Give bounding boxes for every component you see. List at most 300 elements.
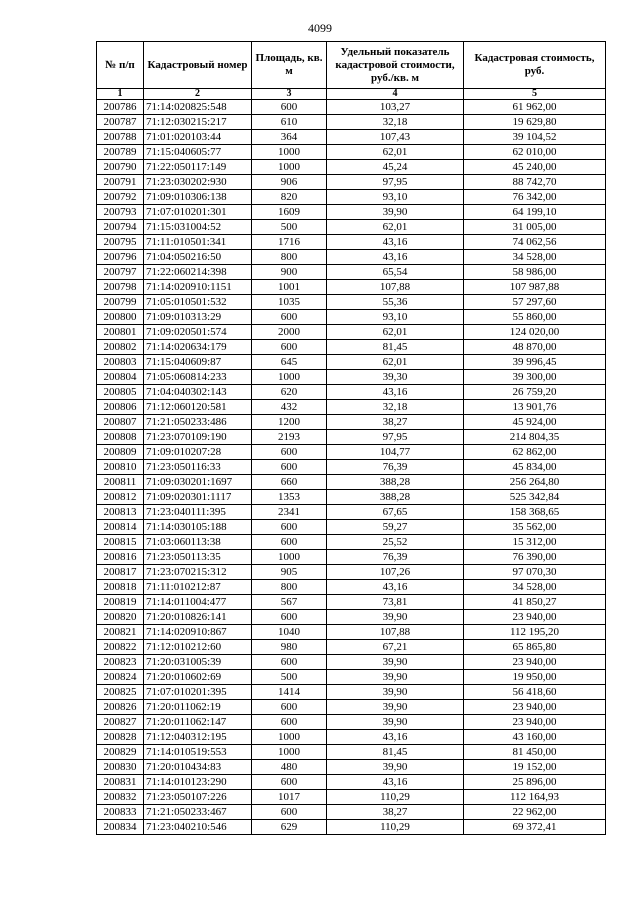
cadastral-cost-cell: 13 901,76 bbox=[464, 400, 606, 415]
area-cell: 480 bbox=[252, 760, 327, 775]
row-number-cell: 200832 bbox=[97, 790, 144, 805]
area-cell: 1035 bbox=[252, 295, 327, 310]
cadastral-cost-cell: 65 865,80 bbox=[464, 640, 606, 655]
row-number-cell: 200792 bbox=[97, 190, 144, 205]
specific-value-cell: 62,01 bbox=[327, 325, 464, 340]
row-number-cell: 200807 bbox=[97, 415, 144, 430]
table-row bbox=[97, 760, 606, 775]
area-cell: 610 bbox=[252, 115, 327, 130]
area-cell: 500 bbox=[252, 220, 327, 235]
cadastral-number-cell: 71:14:010519:553 bbox=[144, 745, 252, 760]
cadastral-number-cell: 71:23:070215:312 bbox=[144, 565, 252, 580]
table-row bbox=[97, 670, 606, 685]
table-row bbox=[97, 700, 606, 715]
cadastral-cost-cell: 107 987,88 bbox=[464, 280, 606, 295]
cadastral-cost-cell: 214 804,35 bbox=[464, 430, 606, 445]
area-cell: 600 bbox=[252, 775, 327, 790]
table-row bbox=[97, 415, 606, 430]
row-number-cell: 200825 bbox=[97, 685, 144, 700]
area-cell: 905 bbox=[252, 565, 327, 580]
table-row bbox=[97, 280, 606, 295]
specific-value-cell: 107,43 bbox=[327, 130, 464, 145]
table-row bbox=[97, 340, 606, 355]
table-row bbox=[97, 430, 606, 445]
area-cell: 980 bbox=[252, 640, 327, 655]
area-cell: 2341 bbox=[252, 505, 327, 520]
table-row bbox=[97, 460, 606, 475]
area-cell: 600 bbox=[252, 445, 327, 460]
row-number-cell: 200793 bbox=[97, 205, 144, 220]
cadastral-cost-cell: 57 297,60 bbox=[464, 295, 606, 310]
cadastral-number-cell: 71:03:060113:38 bbox=[144, 535, 252, 550]
header-specific-value: Удельный показатель кадастровой стоимости, руб./кв. м bbox=[327, 42, 464, 89]
cadastral-number-cell: 71:04:050216:50 bbox=[144, 250, 252, 265]
row-number-cell: 200805 bbox=[97, 385, 144, 400]
area-cell: 1200 bbox=[252, 415, 327, 430]
area-cell: 432 bbox=[252, 400, 327, 415]
cadastral-number-cell: 71:20:031005:39 bbox=[144, 655, 252, 670]
cadastral-cost-cell: 62 862,00 bbox=[464, 445, 606, 460]
cadastral-cost-cell: 69 372,41 bbox=[464, 820, 606, 835]
row-number-cell: 200804 bbox=[97, 370, 144, 385]
table-row bbox=[97, 160, 606, 175]
specific-value-cell: 39,90 bbox=[327, 670, 464, 685]
table-row bbox=[97, 100, 606, 115]
cadastral-number-cell: 71:07:010201:301 bbox=[144, 205, 252, 220]
row-number-cell: 200800 bbox=[97, 310, 144, 325]
specific-value-cell: 45,24 bbox=[327, 160, 464, 175]
table-row bbox=[97, 535, 606, 550]
cadastral-cost-cell: 81 450,00 bbox=[464, 745, 606, 760]
table-row bbox=[97, 730, 606, 745]
area-cell: 2193 bbox=[252, 430, 327, 445]
cadastral-cost-cell: 34 528,00 bbox=[464, 250, 606, 265]
area-cell: 800 bbox=[252, 250, 327, 265]
specific-value-cell: 107,88 bbox=[327, 280, 464, 295]
specific-value-cell: 110,29 bbox=[327, 790, 464, 805]
table-row bbox=[97, 775, 606, 790]
specific-value-cell: 39,30 bbox=[327, 370, 464, 385]
cadastral-cost-cell: 23 940,00 bbox=[464, 610, 606, 625]
area-cell: 1000 bbox=[252, 370, 327, 385]
cadastral-cost-cell: 34 528,00 bbox=[464, 580, 606, 595]
table-row bbox=[97, 490, 606, 505]
specific-value-cell: 43,16 bbox=[327, 235, 464, 250]
header-row bbox=[97, 42, 606, 89]
table-row bbox=[97, 325, 606, 340]
specific-value-cell: 43,16 bbox=[327, 580, 464, 595]
cadastral-number-cell: 71:23:050113:35 bbox=[144, 550, 252, 565]
column-number: 1 bbox=[97, 89, 144, 100]
cadastral-number-cell: 71:05:010501:532 bbox=[144, 295, 252, 310]
specific-value-cell: 97,95 bbox=[327, 430, 464, 445]
cadastral-cost-cell: 256 264,80 bbox=[464, 475, 606, 490]
cadastral-cost-cell: 23 940,00 bbox=[464, 715, 606, 730]
cadastral-number-cell: 71:14:020634:179 bbox=[144, 340, 252, 355]
area-cell: 1414 bbox=[252, 685, 327, 700]
cadastral-number-cell: 71:09:010306:138 bbox=[144, 190, 252, 205]
row-number-cell: 200803 bbox=[97, 355, 144, 370]
area-cell: 1000 bbox=[252, 550, 327, 565]
row-number-cell: 200816 bbox=[97, 550, 144, 565]
row-number-cell: 200824 bbox=[97, 670, 144, 685]
cadastral-cost-cell: 19 152,00 bbox=[464, 760, 606, 775]
specific-value-cell: 93,10 bbox=[327, 190, 464, 205]
row-number-cell: 200820 bbox=[97, 610, 144, 625]
area-cell: 600 bbox=[252, 535, 327, 550]
area-cell: 1001 bbox=[252, 280, 327, 295]
cadastral-number-cell: 71:20:010826:141 bbox=[144, 610, 252, 625]
header-cadastral-number: Кадастровый номер bbox=[144, 42, 252, 89]
cadastral-cost-cell: 35 562,00 bbox=[464, 520, 606, 535]
specific-value-cell: 38,27 bbox=[327, 805, 464, 820]
table-row bbox=[97, 565, 606, 580]
cadastral-number-cell: 71:21:050233:486 bbox=[144, 415, 252, 430]
table-row bbox=[97, 505, 606, 520]
cadastral-number-cell: 71:09:020501:574 bbox=[144, 325, 252, 340]
area-cell: 660 bbox=[252, 475, 327, 490]
table-row bbox=[97, 130, 606, 145]
cadastral-cost-cell: 45 240,00 bbox=[464, 160, 606, 175]
area-cell: 629 bbox=[252, 820, 327, 835]
cadastral-cost-cell: 15 312,00 bbox=[464, 535, 606, 550]
table-row bbox=[97, 640, 606, 655]
column-number-row bbox=[97, 89, 606, 100]
cadastral-number-cell: 71:15:040609:87 bbox=[144, 355, 252, 370]
row-number-cell: 200809 bbox=[97, 445, 144, 460]
cadastral-cost-cell: 41 850,27 bbox=[464, 595, 606, 610]
specific-value-cell: 65,54 bbox=[327, 265, 464, 280]
cadastral-number-cell: 71:23:030202:930 bbox=[144, 175, 252, 190]
table-row bbox=[97, 520, 606, 535]
table-row bbox=[97, 265, 606, 280]
cadastral-number-cell: 71:12:040312:195 bbox=[144, 730, 252, 745]
header-cadastral-cost: Кадастровая стоимость, руб. bbox=[464, 42, 606, 89]
row-number-cell: 200818 bbox=[97, 580, 144, 595]
row-number-cell: 200795 bbox=[97, 235, 144, 250]
specific-value-cell: 388,28 bbox=[327, 490, 464, 505]
specific-value-cell: 107,26 bbox=[327, 565, 464, 580]
cadastral-number-cell: 71:04:040302:143 bbox=[144, 385, 252, 400]
area-cell: 1609 bbox=[252, 205, 327, 220]
table-body bbox=[97, 100, 606, 835]
header-row-number: № п/п bbox=[97, 42, 144, 89]
specific-value-cell: 43,16 bbox=[327, 250, 464, 265]
row-number-cell: 200828 bbox=[97, 730, 144, 745]
specific-value-cell: 103,27 bbox=[327, 100, 464, 115]
table-row bbox=[97, 655, 606, 670]
header-area: Площадь, кв. м bbox=[252, 42, 327, 89]
cadastral-cost-cell: 43 160,00 bbox=[464, 730, 606, 745]
cadastral-number-cell: 71:14:020910:1151 bbox=[144, 280, 252, 295]
specific-value-cell: 39,90 bbox=[327, 610, 464, 625]
area-cell: 500 bbox=[252, 670, 327, 685]
cadastral-number-cell: 71:14:020910:867 bbox=[144, 625, 252, 640]
table-row bbox=[97, 820, 606, 835]
table-row bbox=[97, 205, 606, 220]
table-row bbox=[97, 715, 606, 730]
column-number: 5 bbox=[464, 89, 606, 100]
row-number-cell: 200822 bbox=[97, 640, 144, 655]
cadastral-number-cell: 71:12:060120:581 bbox=[144, 400, 252, 415]
cadastral-cost-cell: 124 020,00 bbox=[464, 325, 606, 340]
row-number-cell: 200823 bbox=[97, 655, 144, 670]
cadastral-number-cell: 71:22:050117:149 bbox=[144, 160, 252, 175]
row-number-cell: 200786 bbox=[97, 100, 144, 115]
cadastral-number-cell: 71:09:010313:29 bbox=[144, 310, 252, 325]
specific-value-cell: 62,01 bbox=[327, 220, 464, 235]
specific-value-cell: 55,36 bbox=[327, 295, 464, 310]
cadastral-cost-cell: 31 005,00 bbox=[464, 220, 606, 235]
area-cell: 600 bbox=[252, 520, 327, 535]
table-row bbox=[97, 595, 606, 610]
area-cell: 900 bbox=[252, 265, 327, 280]
row-number-cell: 200790 bbox=[97, 160, 144, 175]
cadastral-number-cell: 71:12:030215:217 bbox=[144, 115, 252, 130]
table-row bbox=[97, 355, 606, 370]
table-row bbox=[97, 310, 606, 325]
specific-value-cell: 73,81 bbox=[327, 595, 464, 610]
specific-value-cell: 67,21 bbox=[327, 640, 464, 655]
row-number-cell: 200829 bbox=[97, 745, 144, 760]
cadastral-cost-cell: 97 070,30 bbox=[464, 565, 606, 580]
specific-value-cell: 39,90 bbox=[327, 655, 464, 670]
specific-value-cell: 81,45 bbox=[327, 340, 464, 355]
cadastral-number-cell: 71:14:030105:188 bbox=[144, 520, 252, 535]
cadastral-cost-cell: 26 759,20 bbox=[464, 385, 606, 400]
row-number-cell: 200798 bbox=[97, 280, 144, 295]
cadastral-number-cell: 71:20:010602:69 bbox=[144, 670, 252, 685]
cadastral-cost-cell: 525 342,84 bbox=[464, 490, 606, 505]
table-row bbox=[97, 145, 606, 160]
area-cell: 1040 bbox=[252, 625, 327, 640]
cadastral-cost-cell: 112 195,20 bbox=[464, 625, 606, 640]
cadastral-cost-cell: 39 104,52 bbox=[464, 130, 606, 145]
cadastral-cost-cell: 19 950,00 bbox=[464, 670, 606, 685]
row-number-cell: 200811 bbox=[97, 475, 144, 490]
row-number-cell: 200812 bbox=[97, 490, 144, 505]
table-row bbox=[97, 115, 606, 130]
row-number-cell: 200787 bbox=[97, 115, 144, 130]
cadastral-cost-cell: 45 924,00 bbox=[464, 415, 606, 430]
cadastral-cost-cell: 25 896,00 bbox=[464, 775, 606, 790]
row-number-cell: 200788 bbox=[97, 130, 144, 145]
cadastral-number-cell: 71:01:020103:44 bbox=[144, 130, 252, 145]
area-cell: 600 bbox=[252, 655, 327, 670]
area-cell: 1000 bbox=[252, 730, 327, 745]
area-cell: 364 bbox=[252, 130, 327, 145]
row-number-cell: 200806 bbox=[97, 400, 144, 415]
cadastral-number-cell: 71:11:010501:341 bbox=[144, 235, 252, 250]
cadastral-cost-cell: 112 164,93 bbox=[464, 790, 606, 805]
specific-value-cell: 38,27 bbox=[327, 415, 464, 430]
area-cell: 600 bbox=[252, 715, 327, 730]
cadastral-number-cell: 71:23:040111:395 bbox=[144, 505, 252, 520]
cadastral-cost-cell: 23 940,00 bbox=[464, 655, 606, 670]
row-number-cell: 200802 bbox=[97, 340, 144, 355]
row-number-cell: 200819 bbox=[97, 595, 144, 610]
specific-value-cell: 59,27 bbox=[327, 520, 464, 535]
specific-value-cell: 32,18 bbox=[327, 400, 464, 415]
area-cell: 600 bbox=[252, 805, 327, 820]
cadastral-number-cell: 71:07:010201:395 bbox=[144, 685, 252, 700]
cadastral-number-cell: 71:05:060814:233 bbox=[144, 370, 252, 385]
cadastral-number-cell: 71:23:050116:33 bbox=[144, 460, 252, 475]
table-row bbox=[97, 475, 606, 490]
specific-value-cell: 39,90 bbox=[327, 760, 464, 775]
area-cell: 1716 bbox=[252, 235, 327, 250]
table-row bbox=[97, 175, 606, 190]
cadastral-number-cell: 71:11:010212:87 bbox=[144, 580, 252, 595]
row-number-cell: 200831 bbox=[97, 775, 144, 790]
page-number: 4099 bbox=[308, 21, 332, 35]
specific-value-cell: 97,95 bbox=[327, 175, 464, 190]
row-number-cell: 200797 bbox=[97, 265, 144, 280]
specific-value-cell: 110,29 bbox=[327, 820, 464, 835]
area-cell: 800 bbox=[252, 580, 327, 595]
cadastral-number-cell: 71:14:010123:290 bbox=[144, 775, 252, 790]
specific-value-cell: 39,90 bbox=[327, 700, 464, 715]
cadastral-number-cell: 71:09:020301:1117 bbox=[144, 490, 252, 505]
area-cell: 1000 bbox=[252, 160, 327, 175]
column-number: 3 bbox=[252, 89, 327, 100]
cadastral-cost-cell: 64 199,10 bbox=[464, 205, 606, 220]
cadastral-cost-cell: 39 300,00 bbox=[464, 370, 606, 385]
cadastral-cost-cell: 61 962,00 bbox=[464, 100, 606, 115]
cadastral-cost-cell: 19 629,80 bbox=[464, 115, 606, 130]
cadastral-number-cell: 71:15:031004:52 bbox=[144, 220, 252, 235]
row-number-cell: 200813 bbox=[97, 505, 144, 520]
cadastral-number-cell: 71:20:011062:147 bbox=[144, 715, 252, 730]
area-cell: 820 bbox=[252, 190, 327, 205]
cadastral-cost-cell: 88 742,70 bbox=[464, 175, 606, 190]
cadastral-cost-cell: 56 418,60 bbox=[464, 685, 606, 700]
table-row bbox=[97, 220, 606, 235]
row-number-cell: 200789 bbox=[97, 145, 144, 160]
row-number-cell: 200810 bbox=[97, 460, 144, 475]
cadastral-cost-cell: 39 996,45 bbox=[464, 355, 606, 370]
row-number-cell: 200801 bbox=[97, 325, 144, 340]
row-number-cell: 200830 bbox=[97, 760, 144, 775]
table-row bbox=[97, 385, 606, 400]
table-header bbox=[97, 42, 606, 100]
cadastral-cost-cell: 22 962,00 bbox=[464, 805, 606, 820]
table-row bbox=[97, 580, 606, 595]
table-row bbox=[97, 685, 606, 700]
row-number-cell: 200826 bbox=[97, 700, 144, 715]
table-row bbox=[97, 610, 606, 625]
cadastral-cost-cell: 58 986,00 bbox=[464, 265, 606, 280]
row-number-cell: 200833 bbox=[97, 805, 144, 820]
cadastral-number-cell: 71:14:011004:477 bbox=[144, 595, 252, 610]
cadastral-number-cell: 71:09:030201:1697 bbox=[144, 475, 252, 490]
specific-value-cell: 25,52 bbox=[327, 535, 464, 550]
specific-value-cell: 32,18 bbox=[327, 115, 464, 130]
cadastral-cost-cell: 76 390,00 bbox=[464, 550, 606, 565]
cadastral-number-cell: 71:20:011062:19 bbox=[144, 700, 252, 715]
cadastral-value-table bbox=[96, 41, 606, 835]
cadastral-cost-cell: 55 860,00 bbox=[464, 310, 606, 325]
table-row bbox=[97, 550, 606, 565]
specific-value-cell: 62,01 bbox=[327, 145, 464, 160]
row-number-cell: 200794 bbox=[97, 220, 144, 235]
specific-value-cell: 76,39 bbox=[327, 550, 464, 565]
area-cell: 620 bbox=[252, 385, 327, 400]
area-cell: 1017 bbox=[252, 790, 327, 805]
row-number-cell: 200817 bbox=[97, 565, 144, 580]
row-number-cell: 200796 bbox=[97, 250, 144, 265]
specific-value-cell: 81,45 bbox=[327, 745, 464, 760]
area-cell: 600 bbox=[252, 100, 327, 115]
specific-value-cell: 107,88 bbox=[327, 625, 464, 640]
area-cell: 600 bbox=[252, 610, 327, 625]
cadastral-cost-cell: 62 010,00 bbox=[464, 145, 606, 160]
column-number: 2 bbox=[144, 89, 252, 100]
cadastral-cost-cell: 158 368,65 bbox=[464, 505, 606, 520]
cadastral-number-cell: 71:09:010207:28 bbox=[144, 445, 252, 460]
cadastral-number-cell: 71:22:060214:398 bbox=[144, 265, 252, 280]
cadastral-number-cell: 71:20:010434:83 bbox=[144, 760, 252, 775]
column-number: 4 bbox=[327, 89, 464, 100]
row-number-cell: 200827 bbox=[97, 715, 144, 730]
row-number-cell: 200814 bbox=[97, 520, 144, 535]
table-row bbox=[97, 190, 606, 205]
row-number-cell: 200821 bbox=[97, 625, 144, 640]
table-row bbox=[97, 400, 606, 415]
table-row bbox=[97, 370, 606, 385]
area-cell: 645 bbox=[252, 355, 327, 370]
specific-value-cell: 39,90 bbox=[327, 205, 464, 220]
area-cell: 906 bbox=[252, 175, 327, 190]
area-cell: 1000 bbox=[252, 745, 327, 760]
table-row bbox=[97, 295, 606, 310]
specific-value-cell: 62,01 bbox=[327, 355, 464, 370]
specific-value-cell: 93,10 bbox=[327, 310, 464, 325]
specific-value-cell: 104,77 bbox=[327, 445, 464, 460]
table-row bbox=[97, 745, 606, 760]
cadastral-cost-cell: 76 342,00 bbox=[464, 190, 606, 205]
table-row bbox=[97, 625, 606, 640]
specific-value-cell: 43,16 bbox=[327, 385, 464, 400]
area-cell: 1000 bbox=[252, 145, 327, 160]
area-cell: 600 bbox=[252, 700, 327, 715]
specific-value-cell: 39,90 bbox=[327, 685, 464, 700]
specific-value-cell: 43,16 bbox=[327, 730, 464, 745]
cadastral-cost-cell: 48 870,00 bbox=[464, 340, 606, 355]
specific-value-cell: 388,28 bbox=[327, 475, 464, 490]
table-row bbox=[97, 805, 606, 820]
specific-value-cell: 76,39 bbox=[327, 460, 464, 475]
table-row bbox=[97, 235, 606, 250]
cadastral-number-cell: 71:23:040210:546 bbox=[144, 820, 252, 835]
cadastral-cost-cell: 45 834,00 bbox=[464, 460, 606, 475]
row-number-cell: 200834 bbox=[97, 820, 144, 835]
specific-value-cell: 43,16 bbox=[327, 775, 464, 790]
row-number-cell: 200808 bbox=[97, 430, 144, 445]
table-row bbox=[97, 790, 606, 805]
cadastral-number-cell: 71:12:010212:60 bbox=[144, 640, 252, 655]
cadastral-number-cell: 71:15:040605:77 bbox=[144, 145, 252, 160]
specific-value-cell: 67,65 bbox=[327, 505, 464, 520]
cadastral-cost-cell: 74 062,56 bbox=[464, 235, 606, 250]
area-cell: 600 bbox=[252, 310, 327, 325]
table-row bbox=[97, 250, 606, 265]
cadastral-number-cell: 71:23:050107:226 bbox=[144, 790, 252, 805]
specific-value-cell: 39,90 bbox=[327, 715, 464, 730]
row-number-cell: 200799 bbox=[97, 295, 144, 310]
row-number-cell: 200791 bbox=[97, 175, 144, 190]
area-cell: 2000 bbox=[252, 325, 327, 340]
